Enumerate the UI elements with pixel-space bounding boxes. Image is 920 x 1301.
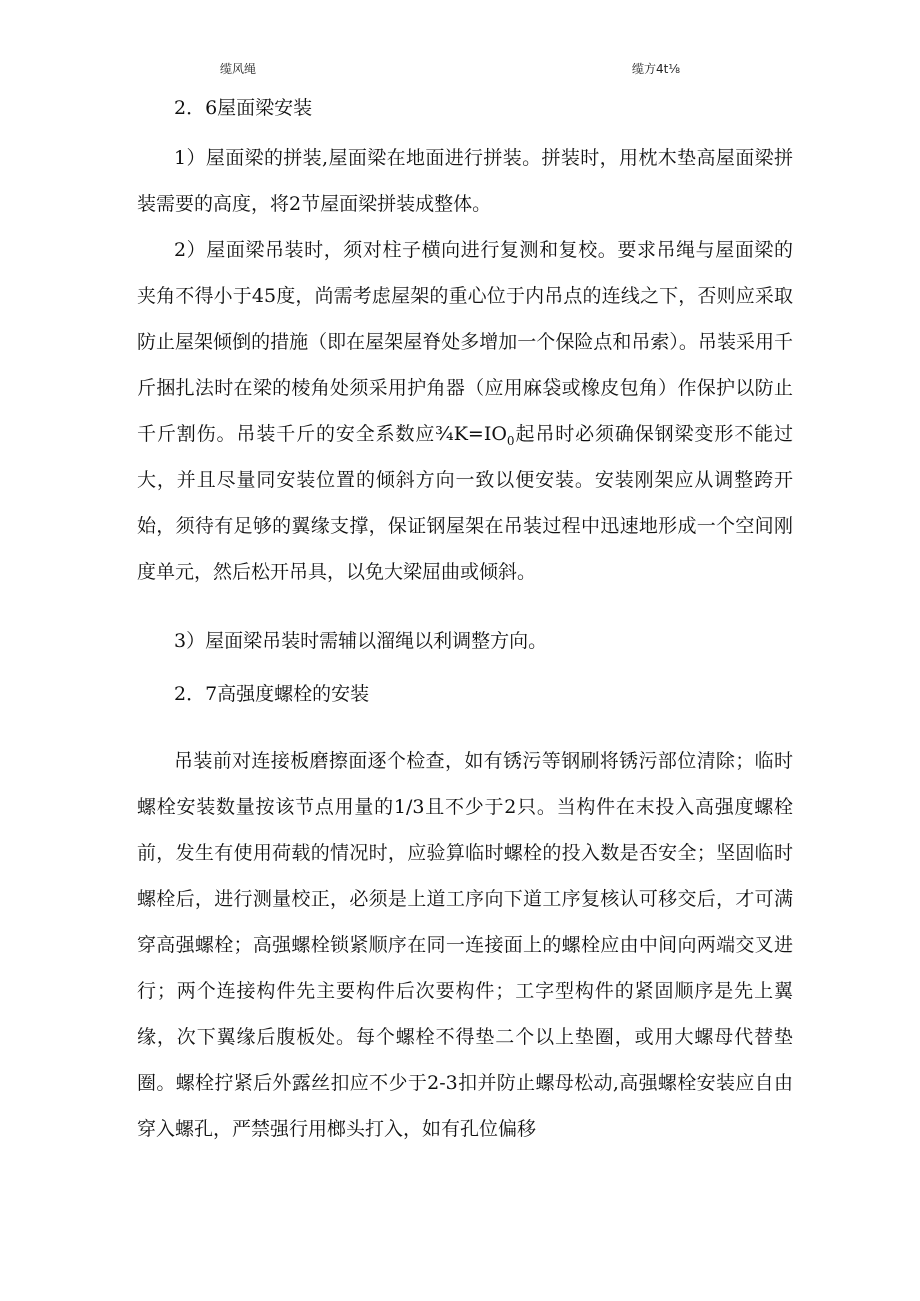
paragraph-roof-beam-lifting-part-b: 起吊时必须确保钢梁变形不能过大，并且尽量同安装位置的倾斜方向一致以便安装。安装刚架应从调整跨开始，须待有足够的翼缘支撑，保证钢屋架在吊装过程中迅速地形成一个空间刚度单元，然后松开吊具，以免大梁屈曲或倾斜。 bbox=[137, 423, 793, 583]
paragraph-tag-line: 3）屋面梁吊装时需辅以溜绳以利调整方向。 bbox=[174, 630, 548, 652]
section-2-6-para-2 bbox=[137, 227, 793, 595]
section-2-6-para-1 bbox=[137, 135, 793, 227]
section-heading-2-7: 2．7高强度螺栓的安装 bbox=[174, 683, 370, 705]
paragraph-roof-beam-lifting-part-a: 2）屋面梁吊装时，须对柱子横向进行复测和复校。要求吊绳与屋面梁的夹角不得小于45度，尚需考虑屋架的重心位于内吊点的连线之下，否则应采取防止屋架倾倒的措施（即在屋架屋脊处多增加一个保险点和吊索）。吊装采用千斤捆扎法时在梁的棱角处须采用护角器（应用麻袋或橡皮包角）作保护以防止千斤割伤。吊装千斤的安全系数应¾K=IO bbox=[137, 239, 793, 445]
section-2-6-heading-block bbox=[137, 94, 793, 122]
figure-label-guy-rope: 缆风绳 bbox=[220, 62, 257, 76]
figure-label-cable: 缆方4t⅛ bbox=[632, 62, 680, 76]
paragraph-roof-beam-assembly: 1）屋面梁的拼装,屋面梁在地面进行拼装。拼装时，用枕木垫高屋面梁拼装需要的高度，将2节屋面梁拼装成整体。 bbox=[137, 147, 793, 215]
subscript-zero: 0 bbox=[506, 433, 515, 448]
section-2-7-heading-block bbox=[137, 680, 793, 708]
paragraph-high-strength-bolts: 吊装前对连接板磨擦面逐个检查，如有锈污等钢刷将锈污部位清除；临时螺栓安装数量按该节点用量的1/3且不少于2只。当构件在末投入高强度螺栓前，发生有使用荷载的情况时，应验算临时螺栓的投入数是否安全；坚固临时螺栓后，进行测量校正，必须是上道工序向下道工序复核认可移交后，才可满穿高强螺栓；高强螺栓锁紧顺序在同一连接面上的螺栓应由中间向两端交叉进行；两个连接构件先主要构件后次要构件；工字型构件的紧固顺序是先上翼缘，次下翼缘后腹板处。每个螺栓不得垫二个以上垫圈，或用大螺母代替垫圈。螺栓拧紧后外露丝扣应不少于2-3扣并防止螺母松动,高强螺栓安装应自由穿入螺孔，严禁强行用榔头打入，如有孔位偏移 bbox=[137, 750, 793, 1140]
section-2-7-para-1 bbox=[137, 738, 793, 1152]
paragraph-roof-beam-lifting bbox=[137, 227, 793, 595]
section-2-6-para-3 bbox=[137, 618, 793, 664]
section-heading-2-6: 2．6屋面梁安装 bbox=[174, 97, 313, 119]
